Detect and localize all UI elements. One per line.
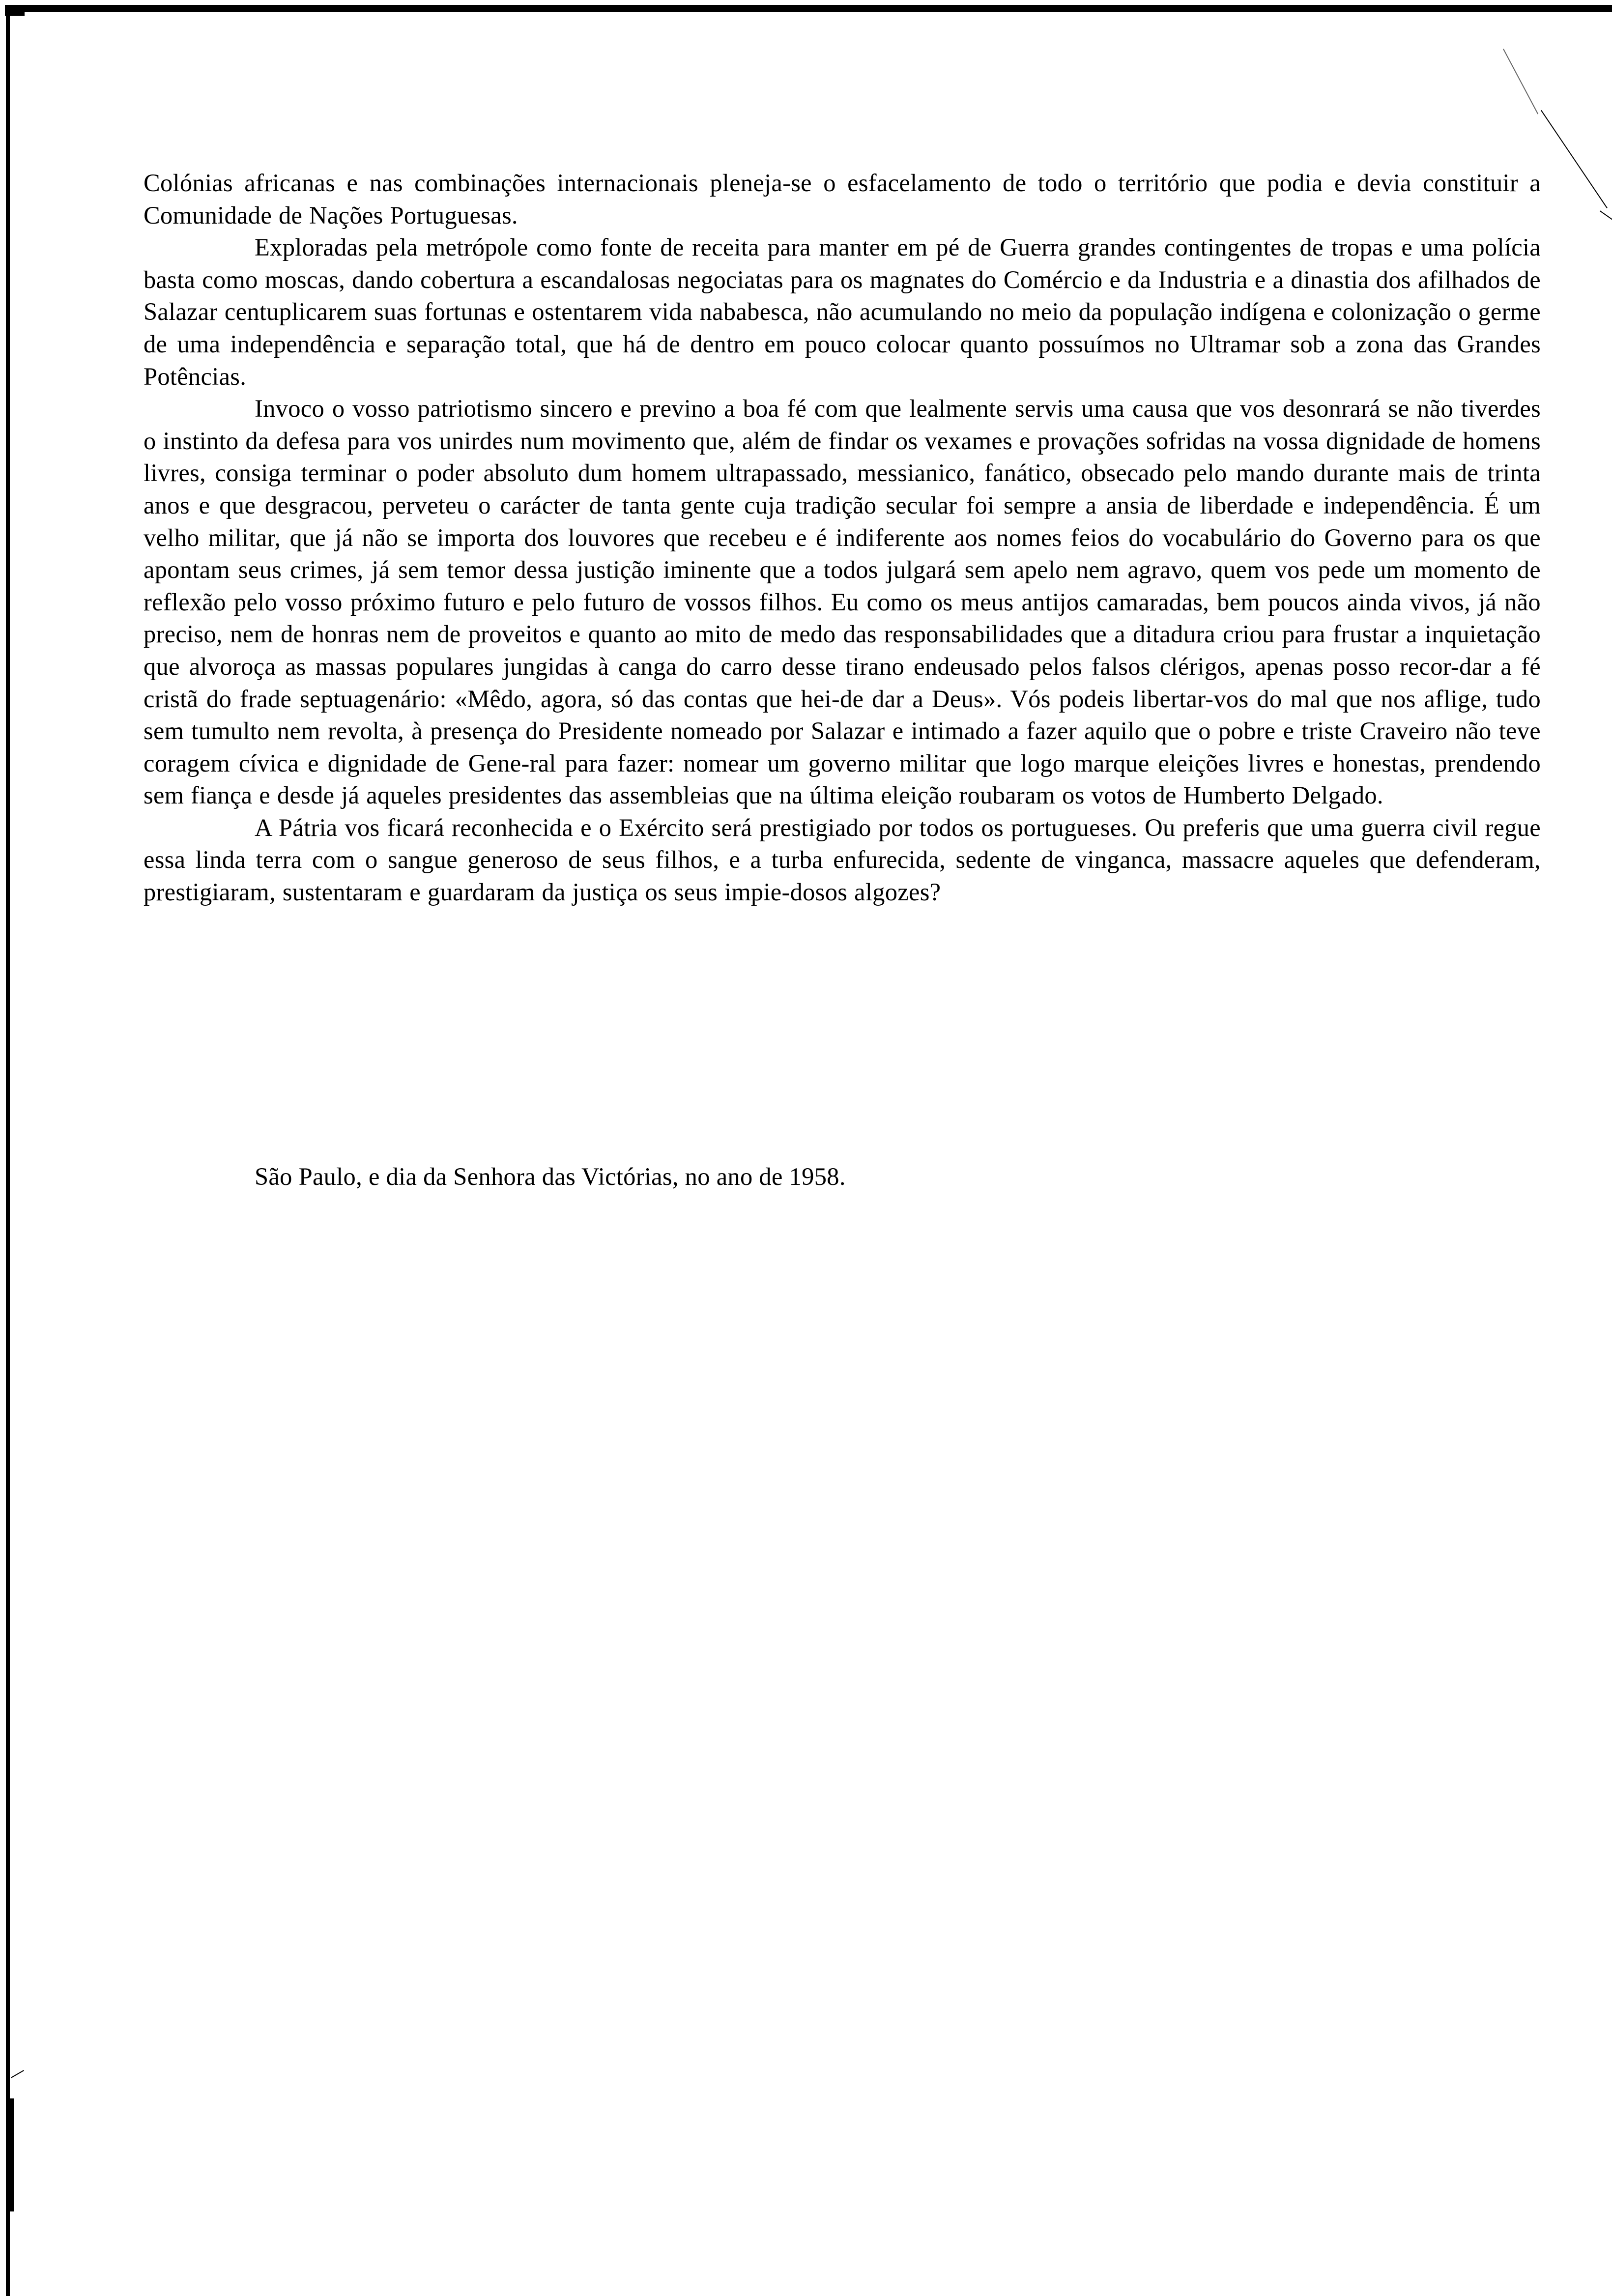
- letter-body: [144, 167, 1541, 909]
- scan-scratch-mark: [1541, 110, 1608, 208]
- scan-edge-left: [6, 5, 10, 2296]
- scan-scratch-mark: [11, 2070, 24, 2078]
- paragraph-4: A Pátria vos ficará reconhecida e o Exército será prestigiado por todos os portugueses. Ou preferis que uma guerra civil regue essa linda terra com o sangue generoso de seus filhos, e a turba enfurecida, sedente de vinganca, massacre aqueles que defenderam, prestigiaram, sustentaram e guardaram da justiça os seus impie-dosos algozes?: [144, 813, 1541, 906]
- scan-edge-left-bottom: [7, 2098, 14, 2211]
- paragraph-3: Invoco o vosso patriotismo sincero e previno a boa fé com que lealmente servis uma causa que vos desonrará se não tiverdes o instinto da defesa para vos unirdes num movimento que, além de findar os vexames e provações sofridas na vossa dignidade de homens livres, consiga terminar o poder absoluto dum homem ultrapassado, messianico, fanático, obsecado pelo mando durante mais de trinta anos e que desgracou, perveteu o carácter de tanta gente cuja tradição secular foi sempre a ansia de liberdade e independência. É um velho militar, que já não se importa dos louvores que recebeu e é indiferente aos nomes feios do vocabulário do Governo para os que apontam seus crimes, já sem temor dessa justição iminente que a todos julgará sem apelo nem agravo, quem vos pede um momento de reflexão pelo vosso próximo futuro e pelo futuro de vossos filhos. Eu como os meus antijos camaradas, bem poucos ainda vivos, já não preciso, nem de honras nem de proveitos e quanto ao mito de medo das responsabilidades que a ditadura criou para frustar a inquietação que alvoroça as massas populares jungidas à canga do carro desse tirano endeusado pelos falsos clérigos, apenas posso recor-dar a fé cristã do frade septuagenário: «Mêdo, agora, só das contas que hei-de dar a Deus». Vós podeis libertar-vos do mal que nos aflige, tudo sem tumulto nem revolta, à presença do Presidente nomeado por Salazar e intimado a fazer aquilo que o pobre e triste Craveiro não teve coragem cívica e dignidade de Gene-ral para fazer: nomear um governo militar que logo marque eleições livres e honestas, prendendo sem fiança e desde já aqueles presidentes das assembleias que na última eleição roubaram os votos de Humberto Delgado.: [144, 395, 1541, 809]
- signoff-date-line: São Paulo, e dia da Senhora das Victórias, no ano de 1958.: [255, 1163, 846, 1190]
- scan-edge-top: [5, 5, 1612, 12]
- scan-scratch-mark: [1503, 49, 1538, 114]
- scan-scratch-mark: [1600, 210, 1612, 228]
- paragraph-1: Colónias africanas e nas combinações internacionais pleneja-se o esfacelamento de todo o território que podia e devia constituir a Comunidade de Nações Portuguesas.: [144, 169, 1541, 229]
- paragraph-2: Exploradas pela metrópole como fonte de receita para manter em pé de Guerra grandes contingentes de tropas e uma polícia basta como moscas, dando cobertura a escandalosas negociatas para os magnates do Comércio e da Industria e a dinastia dos afilhados de Salazar centuplicarem suas fortunas e ostentarem vida nababesca, não acumulando no meio da população indígena e colonização o germe de uma independência e separação total, que há de dentro em pouco colocar quanto possuímos no Ultramar sob a zona das Grandes Potências.: [144, 233, 1541, 390]
